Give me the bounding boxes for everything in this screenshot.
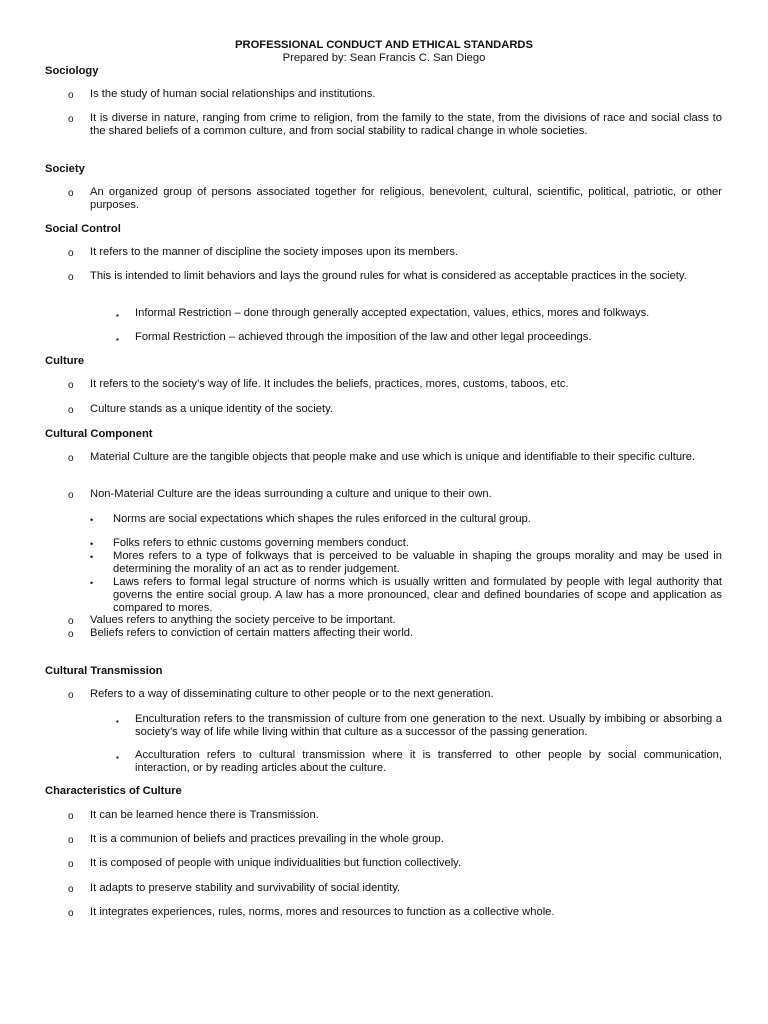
list-item: Is the study of human social relationships and institutions. bbox=[90, 88, 376, 100]
heading-characteristics-of-culture: Characteristics of Culture bbox=[45, 785, 182, 797]
circle-bullet: o bbox=[68, 490, 74, 501]
circle-bullet: o bbox=[68, 90, 74, 101]
list-item: It is a communion of beliefs and practices prevailing in the whole group. bbox=[90, 833, 444, 845]
document-author: Prepared by: Sean Francis C. San Diego bbox=[282, 52, 486, 64]
circle-bullet: o bbox=[68, 835, 74, 846]
sub-list-item: Formal Restriction – achieved through the imposition of the law and other legal proceedings. bbox=[135, 331, 592, 343]
sub-list-item: Acculturation refers to cultural transmission where it is transferred to other people by social communication, interaction, or by reading articles about the culture. bbox=[135, 749, 722, 774]
bullet-item: Folks refers to ethnic customs governing members conduct. bbox=[113, 537, 409, 549]
square-bullet: ▪ bbox=[116, 311, 119, 320]
list-item: It is diverse in nature, ranging from crime to religion, from the family to the state, from the divisions of race and social class to the shared beliefs of a common culture, and from social stability to radical change in whole societies. bbox=[90, 112, 722, 137]
dot-bullet: • bbox=[90, 539, 94, 549]
circle-bullet: o bbox=[68, 884, 74, 895]
circle-bullet: o bbox=[68, 859, 74, 870]
dot-bullet: • bbox=[90, 552, 94, 562]
circle-bullet: o bbox=[68, 405, 74, 416]
circle-bullet: o bbox=[68, 629, 74, 640]
heading-society: Society bbox=[45, 163, 85, 175]
circle-bullet: o bbox=[68, 690, 74, 701]
circle-bullet: o bbox=[68, 616, 74, 627]
bullet-item: Mores refers to a type of folkways that is perceived to be valuable in shaping the groups morality and may be used in determining the morality of an act as to render judgement. bbox=[113, 550, 722, 575]
list-item: Values refers to anything the society perceive to be important. bbox=[90, 614, 396, 626]
list-item: It refers to the society’s way of life. It includes the beliefs, practices, mores, customs, taboos, etc. bbox=[90, 378, 569, 390]
list-item: It can be learned hence there is Transmission. bbox=[90, 809, 319, 821]
square-bullet: ▪ bbox=[116, 717, 119, 726]
circle-bullet: o bbox=[68, 272, 74, 283]
circle-bullet: o bbox=[68, 380, 74, 391]
list-item: It refers to the manner of discipline the society imposes upon its members. bbox=[90, 246, 459, 258]
circle-bullet: o bbox=[68, 908, 74, 919]
heading-social-control: Social Control bbox=[45, 223, 121, 235]
heading-sociology: Sociology bbox=[45, 65, 99, 77]
list-item: Refers to a way of disseminating culture to other people or to the next generation. bbox=[90, 688, 494, 700]
bullet-item: Norms are social expectations which shapes the rules enforced in the cultural group. bbox=[113, 513, 531, 525]
list-item: It integrates experiences, rules, norms, mores and resources to function as a collective whole. bbox=[90, 906, 555, 918]
square-bullet: ▪ bbox=[116, 753, 119, 762]
heading-culture: Culture bbox=[45, 355, 85, 367]
dot-bullet: • bbox=[90, 515, 94, 525]
list-item: Material Culture are the tangible objects that people make and use which is unique and identifiable to their specific culture. bbox=[90, 451, 696, 463]
document-title: PROFESSIONAL CONDUCT AND ETHICAL STANDARDS bbox=[235, 39, 533, 51]
list-item: This is intended to limit behaviors and lays the ground rules for what is considered as acceptable practices in the society. bbox=[90, 270, 687, 282]
circle-bullet: o bbox=[68, 188, 74, 199]
sub-list-item: Enculturation refers to the transmission of culture from one generation to the next. Usually by imbibing or absorbing a society’s way of life while living within that culture as a successor of the passing generation. bbox=[135, 713, 722, 738]
list-item: It is composed of people with unique individualities but function collectively. bbox=[90, 857, 462, 869]
circle-bullet: o bbox=[68, 114, 74, 125]
list-item: Culture stands as a unique identity of the society. bbox=[90, 403, 333, 415]
circle-bullet: o bbox=[68, 811, 74, 822]
circle-bullet: o bbox=[68, 453, 74, 464]
circle-bullet: o bbox=[68, 248, 74, 259]
list-item: Beliefs refers to conviction of certain matters affecting their world. bbox=[90, 627, 414, 639]
list-item: It adapts to preserve stability and survivability of social identity. bbox=[90, 882, 401, 894]
heading-cultural-component: Cultural Component bbox=[45, 428, 153, 440]
sub-list-item: Informal Restriction – done through generally accepted expectation, values, ethics, mores and folkways. bbox=[135, 307, 650, 319]
list-item: An organized group of persons associated together for religious, benevolent, cultural, scientific, political, patriotic, or other purposes. bbox=[90, 186, 722, 211]
heading-cultural-transmission: Cultural Transmission bbox=[45, 665, 163, 677]
square-bullet: ▪ bbox=[116, 335, 119, 344]
bullet-item: Laws refers to formal legal structure of norms which is usually written and formulated by people with legal authority that governs the entire social group. A law has a more pronounced, clear and defined boundaries of scope and application as compared to mores. bbox=[113, 576, 722, 614]
dot-bullet: • bbox=[90, 578, 94, 588]
list-item: Non-Material Culture are the ideas surrounding a culture and unique to their own. bbox=[90, 488, 492, 500]
